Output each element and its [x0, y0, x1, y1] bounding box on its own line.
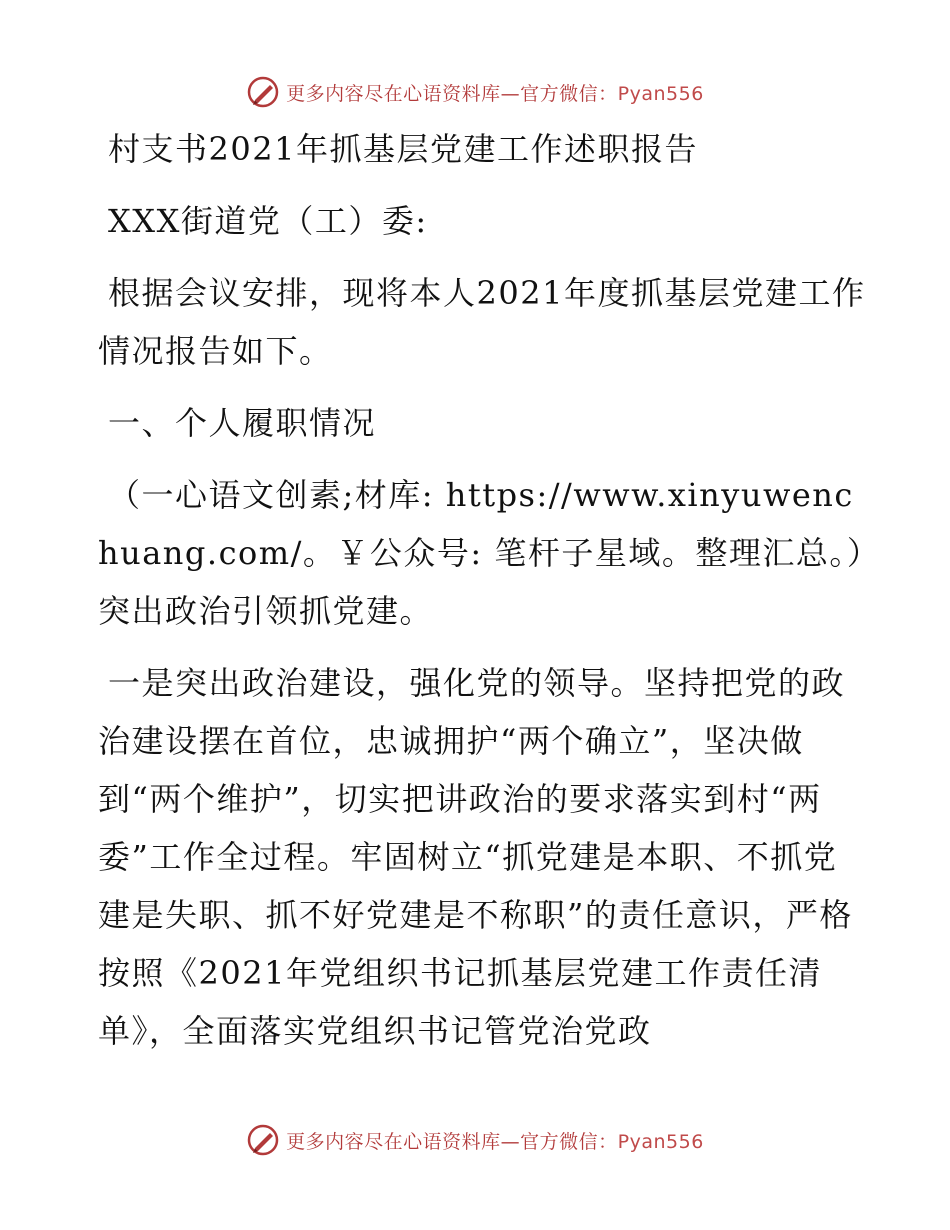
intro-paragraph: 根据会议安排，现将本人2021年度抓基层党建工作情况报告如下。 — [98, 274, 866, 370]
salutation: XXX街道党（工）委: — [108, 202, 428, 240]
body-paragraph: 一是突出政治建设，强化党的领导。坚持把党的政治建设摆在首位，忠诚拥护“两个确立”，坚决做到“两个维护”，切实把讲政治的要求落实到村“两委”工作全过程。牢固树立“抓党建是本职、不抓党建是失职、抓不好党建是不称职”的责任意识，严格按照《2021年党组织书记抓基层党建工作责任清单》，全面落实党组织书记管党治党政 — [98, 664, 853, 1050]
subsection-paragraph: （一心语文创素;材库: https://www.xinyuwenchuang.com/。￥公众号: 笔杆子星域。整理汇总。）突出政治引领抓党建。 — [98, 476, 865, 630]
section-heading: 一、个人履职情况 — [108, 404, 377, 442]
footer-banner — [0, 1120, 950, 1160]
document-body — [98, 120, 868, 1074]
banner-text: 更多内容尽在心语资料库—官方微信：Pyan556 — [286, 1130, 704, 1153]
document-title: 村支书2021年抓基层党建工作述职报告 — [108, 130, 698, 168]
pen-logo-icon — [246, 75, 280, 109]
banner-text: 更多内容尽在心语资料库—官方微信：Pyan556 — [286, 82, 704, 105]
pen-logo-icon — [246, 1123, 280, 1157]
header-banner — [0, 72, 950, 112]
